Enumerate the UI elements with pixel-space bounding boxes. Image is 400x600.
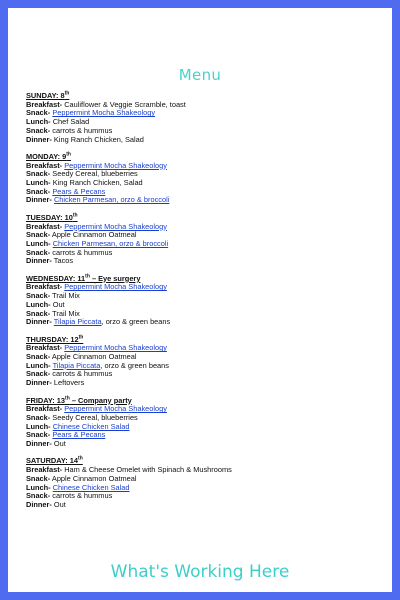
footer-brand: What's Working Here	[110, 562, 290, 582]
meal-line	[26, 301, 386, 310]
meal-label: Dinner-	[26, 439, 52, 449]
meal-label: Breakfast-	[26, 160, 63, 170]
meal-text: Leftovers	[51, 378, 85, 388]
recipe-link[interactable]: Chinese Chicken Salad	[52, 421, 130, 431]
meal-text: Apple Cinnamon Oatmeal	[50, 352, 137, 362]
page-title: Menu	[178, 66, 222, 84]
meal-text: Tacos	[51, 256, 74, 266]
meal-text: Out	[51, 499, 66, 509]
meal-label: Snack-	[26, 169, 51, 179]
meal-label: Dinner-	[26, 317, 52, 327]
meal-label: Dinner-	[26, 256, 52, 266]
day-note: – Company party	[69, 395, 132, 405]
meal-text: Trail Mix	[50, 308, 80, 318]
meal-label: Snack-	[26, 491, 51, 501]
day-heading-text: MONDAY: 9	[26, 151, 67, 161]
meal-label: Snack-	[26, 230, 51, 240]
recipe-link[interactable]: Peppermint Mocha Shakeology	[64, 282, 167, 292]
day-heading-text: FRIDAY: 13	[26, 395, 66, 405]
meal-label: Snack-	[26, 186, 51, 196]
meal-text: Apple Cinnamon Oatmeal	[50, 473, 137, 483]
day-section	[26, 214, 386, 266]
meal-text: Cauliflower & Veggie Scramble, toast	[62, 99, 186, 109]
meal-text: King Ranch Chicken, Salad	[51, 134, 144, 144]
meal-label: Lunch-	[26, 178, 51, 188]
menu-document	[26, 92, 386, 518]
day-section	[26, 275, 386, 327]
meal-text: carrots & hummus	[50, 247, 113, 257]
recipe-link[interactable]: Pears & Pecans	[52, 430, 106, 440]
day-heading-text: WEDNESDAY: 11	[26, 273, 86, 283]
day-ordinal: th	[78, 334, 84, 341]
meal-label: Breakfast-	[26, 343, 63, 353]
meal-label: Lunch-	[26, 299, 51, 309]
meal-label: Dinner-	[26, 499, 52, 509]
meal-text: King Ranch Chicken, Salad	[50, 178, 143, 188]
meal-line	[26, 501, 386, 510]
recipe-link[interactable]: Chicken Parmesan, orzo & broccoli	[53, 195, 170, 205]
day-heading-text: SUNDAY: 8	[26, 91, 65, 100]
meal-line	[26, 249, 386, 258]
meal-line	[26, 379, 386, 388]
meal-label: Lunch-	[26, 360, 51, 370]
meal-label: Snack-	[26, 352, 51, 362]
day-ordinal: th	[72, 212, 78, 219]
meal-text: Ham & Cheese Omelet with Spinach & Mushrooms	[62, 465, 232, 475]
meal-label: Snack-	[26, 473, 51, 483]
day-section	[26, 153, 386, 205]
day-ordinal: th	[64, 90, 70, 97]
meal-line	[26, 283, 386, 292]
meal-line	[26, 440, 386, 449]
meal-label: Snack-	[26, 412, 51, 422]
meal-text: , orzo & green beans	[100, 360, 169, 370]
meal-label: Lunch-	[26, 117, 51, 127]
day-heading-text: THURSDAY: 12	[26, 334, 79, 344]
meal-text: Seedy Cereal, blueberries	[50, 412, 138, 422]
meal-label: Snack-	[26, 369, 51, 379]
meal-text: Trail Mix	[50, 291, 80, 301]
meal-label: Dinner-	[26, 195, 52, 205]
meal-text: Apple Cinnamon Oatmeal	[50, 230, 137, 240]
meal-label: Breakfast-	[26, 465, 63, 475]
meal-line	[26, 136, 386, 145]
day-ordinal: th	[66, 151, 71, 158]
recipe-link[interactable]: Chinese Chicken Salad	[52, 482, 130, 492]
meal-text: carrots & hummus	[50, 125, 113, 135]
meal-text: Chef Salad	[50, 117, 90, 127]
meal-label: Dinner-	[26, 378, 52, 388]
meal-label: Snack-	[26, 308, 51, 318]
meal-label: Breakfast-	[26, 221, 63, 231]
day-section	[26, 397, 386, 449]
recipe-link[interactable]: Peppermint Mocha Shakeology	[64, 404, 167, 414]
meal-line	[26, 196, 386, 205]
meal-label: Snack-	[26, 247, 51, 257]
meal-label: Breakfast-	[26, 99, 63, 109]
meal-label: Breakfast-	[26, 282, 63, 292]
day-section	[26, 336, 386, 388]
meal-text: Out	[50, 299, 65, 309]
meal-label: Snack-	[26, 108, 51, 118]
meal-text: carrots & hummus	[50, 491, 113, 501]
meal-line	[26, 257, 386, 266]
recipe-link[interactable]: Peppermint Mocha Shakeology	[52, 108, 156, 118]
meal-text: Out	[51, 439, 66, 449]
day-heading-text: SATURDAY: 14	[26, 456, 79, 466]
day-ordinal: th	[85, 273, 90, 280]
recipe-link[interactable]: Peppermint Mocha Shakeology	[64, 221, 167, 231]
meal-text: Seedy Cereal, blueberries	[50, 169, 138, 179]
recipe-link[interactable]: Chicken Parmesan, orzo & broccoli	[52, 238, 169, 248]
day-heading-text: TUESDAY: 10	[26, 212, 73, 222]
meal-line	[26, 292, 386, 301]
meal-label: Snack-	[26, 430, 51, 440]
recipe-link[interactable]: Peppermint Mocha Shakeology	[64, 160, 167, 170]
day-section	[26, 457, 386, 509]
meal-label: Snack-	[26, 291, 51, 301]
day-ordinal: th	[78, 455, 83, 462]
meal-label: Lunch-	[26, 421, 51, 431]
meal-label: Dinner-	[26, 134, 52, 144]
recipe-link[interactable]: Tilapia Piccata	[53, 317, 102, 327]
meal-label: Breakfast-	[26, 404, 63, 414]
meal-label: Lunch-	[26, 238, 51, 248]
meal-line	[26, 431, 386, 440]
day-section	[26, 92, 386, 144]
meal-label: Snack-	[26, 125, 51, 135]
meal-label: Lunch-	[26, 482, 51, 492]
day-ordinal: th	[65, 395, 70, 402]
meal-line	[26, 492, 386, 501]
meal-text: carrots & hummus	[50, 369, 113, 379]
meal-line	[26, 318, 386, 327]
meal-text: , orzo & green beans	[101, 317, 171, 327]
recipe-link[interactable]: Tilapia Piccata	[52, 360, 101, 370]
recipe-link[interactable]: Pears & Pecans	[52, 186, 106, 196]
recipe-link[interactable]: Peppermint Mocha Shakeology	[64, 343, 167, 353]
day-note: – Eye surgery	[89, 273, 141, 283]
